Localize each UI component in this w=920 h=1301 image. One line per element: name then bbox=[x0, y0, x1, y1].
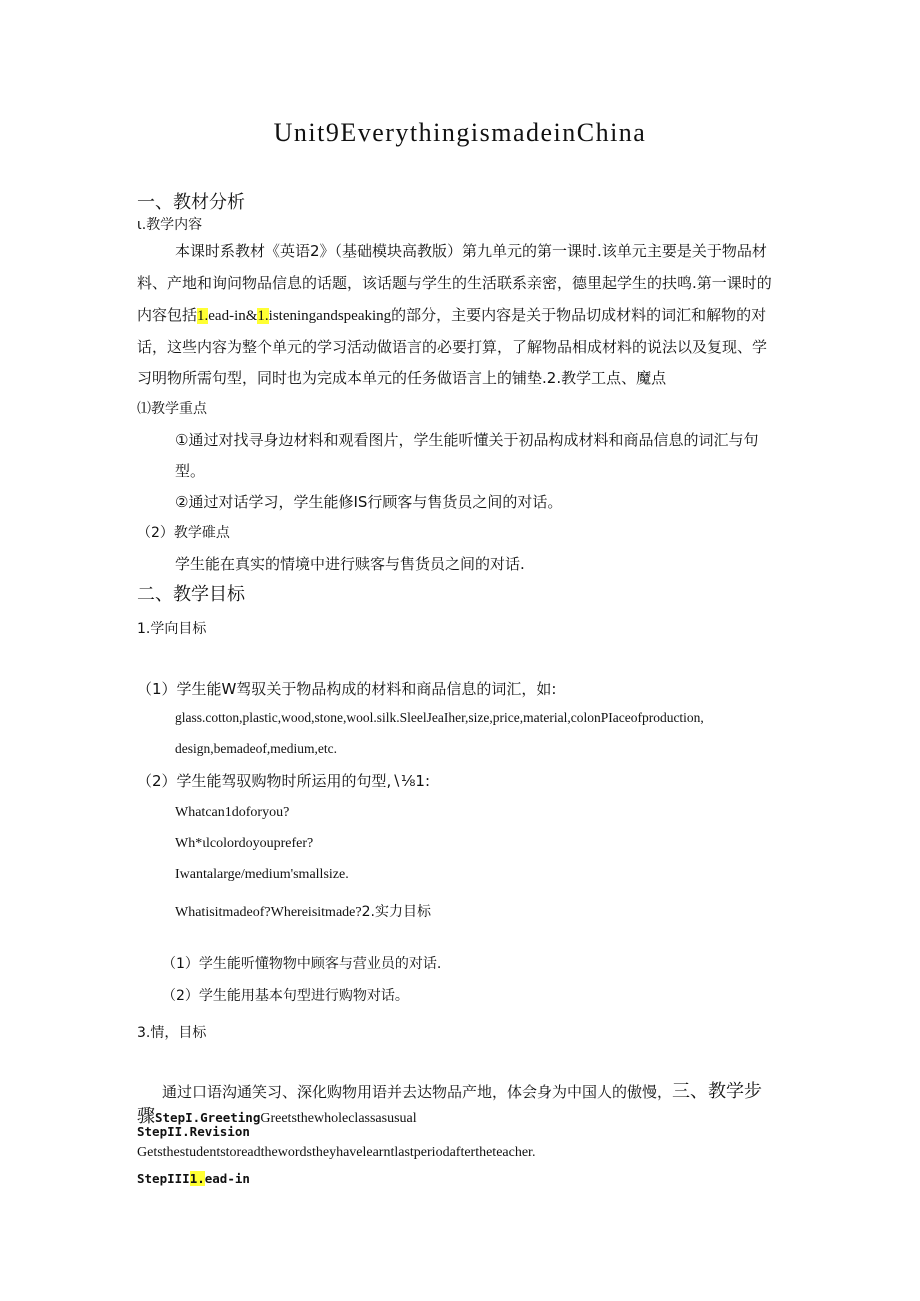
step-3-label: StepIII bbox=[137, 1171, 190, 1186]
highlight-2: 1. bbox=[257, 308, 269, 324]
page-title: Unit9EverythingismadeinChina bbox=[273, 118, 647, 147]
key-point-1b: 型。 bbox=[175, 462, 206, 480]
step-2-text: Getsthestudentstoreadthewordstheyhavelearntlastperiodaftertheteacher. bbox=[137, 1145, 536, 1160]
para-line-1: 本课时系教材《英语2》（基础模块高教版）第九单元的第一课时.该单元主要是关于物品材 bbox=[175, 242, 767, 260]
sentence-4-text: Whatisitmadeof?Whereisitmade? bbox=[175, 905, 362, 920]
key-point-2: ②通过对话学习，学生能修IS行顾客与售货员之间的对话。 bbox=[175, 493, 563, 511]
subheading-goals: 1.学向目标 bbox=[137, 621, 207, 637]
ability-goal-2: （2）学生能用基本句型进行购物对话。 bbox=[162, 988, 409, 1004]
key-points-heading: ⑴教学重点 bbox=[137, 401, 207, 417]
vocab-line-2: design,bemadeof,medium,etc. bbox=[175, 741, 337, 756]
difficulty-heading: （2）教学碓点 bbox=[137, 525, 230, 541]
vocab-line-1: glass.cotton,plastic,wood,stone,wool.silk.SleelJeaIher,size,price,material,colonPIaceofproduction, bbox=[175, 710, 704, 725]
para-line-3-f: 的部分，主要内容是关于物品切成材料的词汇和解物的对 bbox=[391, 306, 767, 324]
step-2-label: StepII.Revision bbox=[137, 1124, 250, 1139]
para-line-3-a: 内容包括 bbox=[137, 306, 198, 324]
ability-goal-1: （1）学生能听懂物物中顾客与营业员的对话. bbox=[162, 956, 442, 972]
sentence-3: Iwantalarge/medium'smallsize. bbox=[175, 867, 349, 882]
section-heading-3-part: 三、教学步 bbox=[672, 1081, 763, 1102]
emotion-goal-line bbox=[162, 1077, 762, 1103]
para-line-3 bbox=[137, 304, 766, 325]
sentence-4 bbox=[175, 901, 431, 921]
emotion-goal-heading: 3.情，目标 bbox=[137, 1025, 207, 1041]
step-1-text: Greetsthewholeclassasusual bbox=[260, 1111, 417, 1126]
step-3-text: ead-in bbox=[204, 1171, 250, 1186]
goal-1: （1）学生能W驾驭关于物品构成的材料和商品信息的词汇，如: bbox=[137, 680, 557, 698]
para-line-4: 话，这些内容为整个单元的学习活动做语言的必要打算，了解物品相成材料的说法以及复现、学 bbox=[137, 338, 768, 356]
key-point-1a: ①通过对找寻身边材料和观看图片，学生能听懂关于初品构成材料和商品信息的词汇与句 bbox=[175, 431, 759, 449]
section-heading-2: 二、教学目标 bbox=[137, 584, 245, 605]
highlight-1: 1. bbox=[197, 308, 209, 324]
para-line-3-e: isteningandspeaking bbox=[268, 308, 392, 324]
step-3-line bbox=[137, 1168, 250, 1187]
goal-2: （2）学生能驾驭购物时所运用的句型,∖⅛1: bbox=[137, 772, 430, 790]
section-heading-1: 一、教材分析 bbox=[137, 192, 245, 213]
step-1-label: StepI.Greeting bbox=[155, 1110, 261, 1125]
sentence-1: Whatcan1doforyou? bbox=[175, 805, 290, 820]
subheading-content: ι.教学内容 bbox=[137, 217, 203, 233]
highlight-3: 1. bbox=[189, 1171, 205, 1186]
para-line-5: 习明物所需句型，同时也为完成本单元的任务做语言上的铺垫.2.教学工点、魔点 bbox=[137, 369, 667, 387]
ability-goal-heading: 2.实力目标 bbox=[361, 904, 431, 920]
para-line-3-c: ead-in& bbox=[208, 308, 258, 324]
emotion-goal-text: 通过口语沟通笑习、深化购物用语并去达物品产地，体会身为中国人的傲慢， bbox=[162, 1083, 673, 1101]
section-heading-3-end: 骤 bbox=[137, 1106, 155, 1127]
difficulty-1: 学生能在真实的情境中进行赎客与售货员之间的对话. bbox=[175, 555, 525, 573]
para-line-2: 料、产地和询问物品信息的话题，该话题与学生的生活联系亲密，德里起学生的扶鸣.第一课时的 bbox=[137, 274, 772, 292]
sentence-2: Wh*ιlcolordoyouprefer? bbox=[175, 836, 314, 851]
